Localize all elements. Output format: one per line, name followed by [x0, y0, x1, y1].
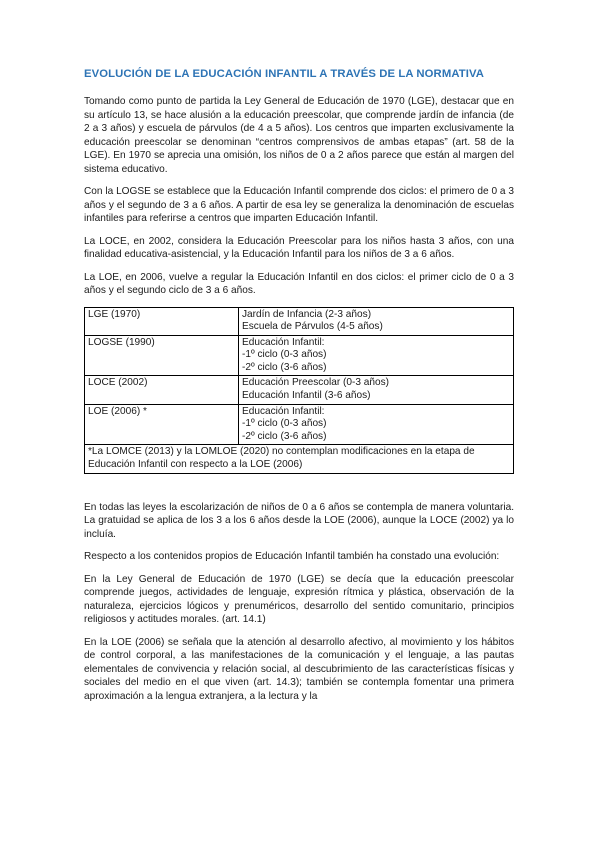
paragraph-lge-intro: Tomando como punto de partida la Ley General de Educación de 1970 (LGE), destacar que en su artículo 13, se hace alusión a la educación preescolar, que comprende jardín de infancia (de 2 a 3 años) y escuela de párvulos (de 4 a 5 años). Los centros que imparten exclusivamente la educación preescolar se denominan “centros comprensivos de ambas etapas” (art. 58 de la LGE). En 1970 se aprecia una omisión, los niños de 0 a 2 años parece que están al margen del sistema educativo.: [84, 96, 514, 175]
law-comparison-table: [84, 307, 514, 474]
paragraph-contents-evolution: Respecto a los contenidos propios de Educación Infantil también ha constado una evolución:: [84, 551, 500, 563]
table-row: [85, 404, 514, 445]
stage-line: Jardín de Infancia (2-3 años): [242, 308, 372, 320]
paragraph-logse: Con la LOGSE se establece que la Educación Infantil comprende dos ciclos: el primero de 0 a 3 años y el segundo de 3 a 6 años. A partir de esa ley se generaliza la denominación de escuelas infantiles para referirse a centros que imparten Educación Infantil.: [84, 186, 514, 224]
stages-cell: [239, 307, 514, 335]
paragraph-voluntary: En todas las leyes la escolarización de niños de 0 a 6 años se contempla de manera voluntaria. La gratuidad se aplica de los 3 a los 6 años desde la LOE (2006), aunque la LOCE (2002) ya lo incluía.: [84, 501, 514, 540]
stage-line: Escuela de Párvulos (4-5 años): [242, 321, 383, 333]
paragraph-loe-contents: En la LOE (2006) se señala que la atención al desarrollo afectivo, al movimiento y los hábitos de control corporal, a las manifestaciones de la comunicación y el lenguaje, a las pautas elementales de convivencia y relación social, al descubrimiento de las características físicas y sociales del medio en el que viven (art. 14.3); también se contempla fomentar una primera aproximación a la lengua extranjera, a la lectura y la: [84, 636, 514, 702]
stages-cell: [239, 335, 514, 376]
table-footnote-row: [85, 445, 514, 473]
stages-cell: [239, 376, 514, 404]
law-cell: LOE (2006) *: [85, 404, 239, 445]
stage-line: -2º ciclo (3-6 años): [242, 361, 327, 373]
paragraph-lge-contents: En la Ley General de Educación de 1970 (LGE) se decía que la educación preescolar comprende juegos, actividades de lenguaje, expresión rítmica y plástica, observación de la naturaleza, ejercicios lógicos y prenuméricos, desarrollo del sentido comunitario, principios religiosos y actitudes morales. (art. 14.1): [84, 573, 514, 626]
stage-line: Educación Infantil:: [242, 405, 325, 417]
table-footnote: *La LOMCE (2013) y la LOMLOE (2020) no contemplan modificaciones en la etapa de Educación Infantil con respecto a la LOE (2006): [85, 445, 514, 473]
law-cell: LOCE (2002): [85, 376, 239, 404]
law-cell: LOGSE (1990): [85, 335, 239, 376]
paragraph-loce: La LOCE, en 2002, considera la Educación Preescolar para los niños hasta 3 años, con una finalidad educativa-asistencial, y la Educación Infantil para los niños de 3 a 6 años.: [84, 235, 514, 260]
stage-line: Educación Infantil:: [242, 336, 325, 348]
document-page: [84, 68, 514, 712]
stage-line: -1º ciclo (0-3 años): [242, 349, 327, 361]
table-row: [85, 335, 514, 376]
table-row: [85, 376, 514, 404]
stage-line: Educación Infantil (3-6 años): [242, 390, 371, 402]
paragraph-loe: La LOE, en 2006, vuelve a regular la Educación Infantil en dos ciclos: el primer ciclo de 0 a 3 años y el segundo ciclo de 3 a 6 años.: [84, 271, 514, 296]
stage-line: Educación Preescolar (0-3 años): [242, 377, 389, 389]
page-title: EVOLUCIÓN DE LA EDUCACIÓN INFANTIL A TRAVÉS DE LA NORMATIVA: [84, 68, 485, 80]
law-cell: LGE (1970): [85, 307, 239, 335]
stage-line: -2º ciclo (3-6 años): [242, 430, 327, 442]
stages-cell: [239, 404, 514, 445]
stage-line: -1º ciclo (0-3 años): [242, 418, 327, 430]
table-row: [85, 307, 514, 335]
